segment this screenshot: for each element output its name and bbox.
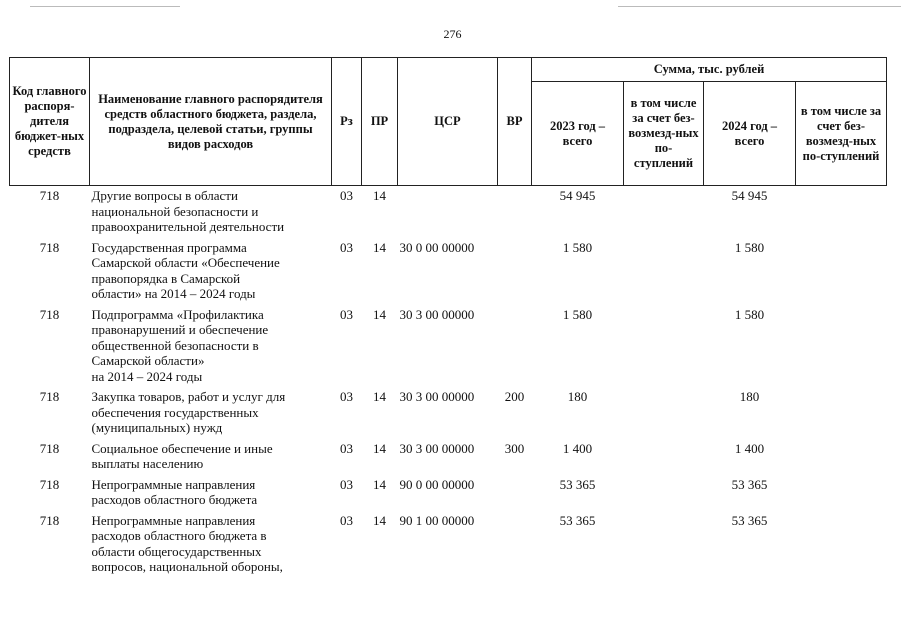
header-rz: Рз: [332, 58, 362, 186]
header-vr: ВР: [498, 58, 532, 186]
cell-rz: 03: [340, 389, 353, 404]
table-row: [10, 305, 887, 388]
cell-sum-2024: 1 580: [734, 239, 765, 255]
name-line: Подпрограмма «Профилактика: [91, 306, 264, 322]
cell-sum-2023: 1 580: [562, 239, 593, 255]
name-line: Самарской области «Обеспечение: [91, 255, 280, 270]
cell-sum-2024: 54 945: [731, 188, 768, 203]
cell-csr: 90 0 00 00000: [399, 476, 475, 492]
name-line: выплаты населению: [91, 456, 204, 471]
cell-sum-2024: 53 365: [731, 476, 768, 492]
name-line: правопорядка в Самарской: [91, 270, 241, 286]
cell-csr: 90 1 00 00000: [399, 512, 475, 528]
cell-sum-2023: 1 580: [562, 306, 593, 322]
name-line: вопросов, национальной обороны,: [91, 559, 283, 574]
cell-sum-2023: 1 400: [562, 440, 593, 456]
cell-vr: [498, 475, 532, 511]
cell-free-2024: [796, 186, 887, 238]
cell-pr: 14: [373, 512, 386, 528]
cell-vr: [498, 238, 532, 305]
cell-name: [90, 387, 332, 439]
cell-rz: 03: [340, 306, 353, 322]
cell-name: [90, 439, 332, 475]
cell-pr: 14: [373, 440, 386, 456]
table-row: [10, 511, 887, 578]
cell-sum-2023: 180: [567, 389, 588, 404]
header-name: Наименование главного распорядителя средств областного бюджета, раздела, подраздела, целевой статьи, группы видов расходов: [90, 58, 332, 186]
cell-vr: 200: [504, 389, 525, 404]
top-rule-left: [30, 6, 180, 7]
cell-pr: 14: [373, 476, 386, 492]
name-line: на 2014 – 2024 годы: [91, 368, 203, 384]
table-row: [10, 387, 887, 439]
cell-rz: 03: [340, 476, 353, 492]
cell-pr: 14: [373, 389, 386, 404]
cell-sum-2023: 53 365: [559, 476, 596, 492]
name-line: (муниципальных) нужд: [91, 420, 223, 435]
header-sum-group: Сумма, тыс. рублей: [532, 58, 887, 82]
header-csr: ЦСР: [398, 58, 498, 186]
header-pr: ПР: [362, 58, 398, 186]
cell-code: 718: [39, 389, 60, 404]
cell-rz: 03: [340, 239, 353, 255]
cell-code: 718: [39, 476, 60, 492]
name-line: расходов областного бюджета: [91, 492, 258, 507]
cell-code: 718: [39, 440, 60, 456]
top-rule-right: [618, 6, 901, 7]
name-line: Непрограммные направления: [91, 512, 256, 528]
cell-rz: 03: [340, 512, 353, 528]
cell-name: [90, 305, 332, 388]
name-line: общественной безопасности в: [91, 337, 259, 353]
cell-vr: [498, 186, 532, 238]
cell-sum-2023: 54 945: [559, 188, 596, 203]
cell-sum-2023: 53 365: [559, 512, 596, 528]
cell-pr: 14: [373, 239, 386, 255]
cell-sum-2024: 1 400: [734, 440, 765, 456]
name-line: Государственная программа: [91, 239, 247, 255]
cell-free-2023: [624, 238, 704, 305]
name-line: Закупка товаров, работ и услуг для: [91, 389, 286, 404]
table-row: [10, 238, 887, 305]
cell-free-2024: [796, 511, 887, 578]
cell-csr: 30 3 00 00000: [399, 440, 475, 456]
cell-free-2023: [624, 439, 704, 475]
cell-pr: 14: [373, 306, 386, 322]
table-row: [10, 475, 887, 511]
header-2023-total: 2023 год – всего: [532, 82, 624, 186]
cell-vr: 300: [504, 440, 525, 456]
cell-csr: 30 0 00 00000: [399, 239, 475, 255]
cell-sum-2024: 1 580: [734, 306, 765, 322]
header-2024-free: в том числе за счет без-возмезд-ных по-ступлений: [796, 82, 887, 186]
name-line: области» на 2014 – 2024 годы: [91, 286, 256, 301]
cell-free-2023: [624, 186, 704, 238]
table-row: [10, 186, 887, 238]
cell-sum-2024: 180: [739, 389, 760, 404]
cell-code: 718: [39, 306, 60, 322]
budget-table: [9, 57, 887, 578]
cell-rz: 03: [340, 440, 353, 456]
header-2023-free: в том числе за счет без-возмезд-ных по-ступлений: [624, 82, 704, 186]
cell-vr: [498, 511, 532, 578]
name-line: Другие вопросы в области: [91, 188, 238, 203]
table-body: [10, 186, 887, 578]
header-2024-total: 2024 год – всего: [704, 82, 796, 186]
page-number: 276: [443, 27, 462, 41]
name-line: Непрограммные направления: [91, 476, 256, 492]
cell-free-2023: [624, 511, 704, 578]
cell-csr: [398, 186, 498, 238]
table-row: [10, 439, 887, 475]
cell-code: 718: [39, 239, 60, 255]
name-line: национальной безопасности и: [91, 203, 259, 219]
cell-name: [90, 186, 332, 238]
cell-name: [90, 238, 332, 305]
cell-code: 718: [39, 512, 60, 528]
cell-code: 718: [39, 188, 60, 203]
header-code: Код главного распоря-дителя бюджет-ных средств: [10, 58, 90, 186]
cell-free-2023: [624, 387, 704, 439]
table-header: [10, 58, 887, 186]
cell-csr: 30 3 00 00000: [399, 306, 475, 322]
name-line: расходов областного бюджета в: [91, 528, 267, 543]
cell-free-2024: [796, 305, 887, 388]
cell-csr: 30 3 00 00000: [399, 389, 475, 404]
name-line: Самарской области»: [91, 353, 205, 368]
cell-name: [90, 475, 332, 511]
cell-rz: 03: [340, 188, 353, 203]
name-line: правонарушений и обеспечение: [91, 322, 269, 337]
cell-pr: 14: [373, 188, 386, 203]
name-line: правоохранительной деятельности: [91, 219, 285, 234]
cell-sum-2024: 53 365: [731, 512, 768, 528]
cell-free-2023: [624, 305, 704, 388]
cell-free-2024: [796, 387, 887, 439]
cell-free-2024: [796, 238, 887, 305]
cell-free-2024: [796, 439, 887, 475]
cell-vr: [498, 305, 532, 388]
name-line: обеспечения государственных: [91, 404, 259, 420]
cell-name: [90, 511, 332, 578]
cell-free-2023: [624, 475, 704, 511]
name-line: Социальное обеспечение и иные: [91, 440, 273, 456]
cell-free-2024: [796, 475, 887, 511]
name-line: области общегосударственных: [91, 543, 262, 559]
